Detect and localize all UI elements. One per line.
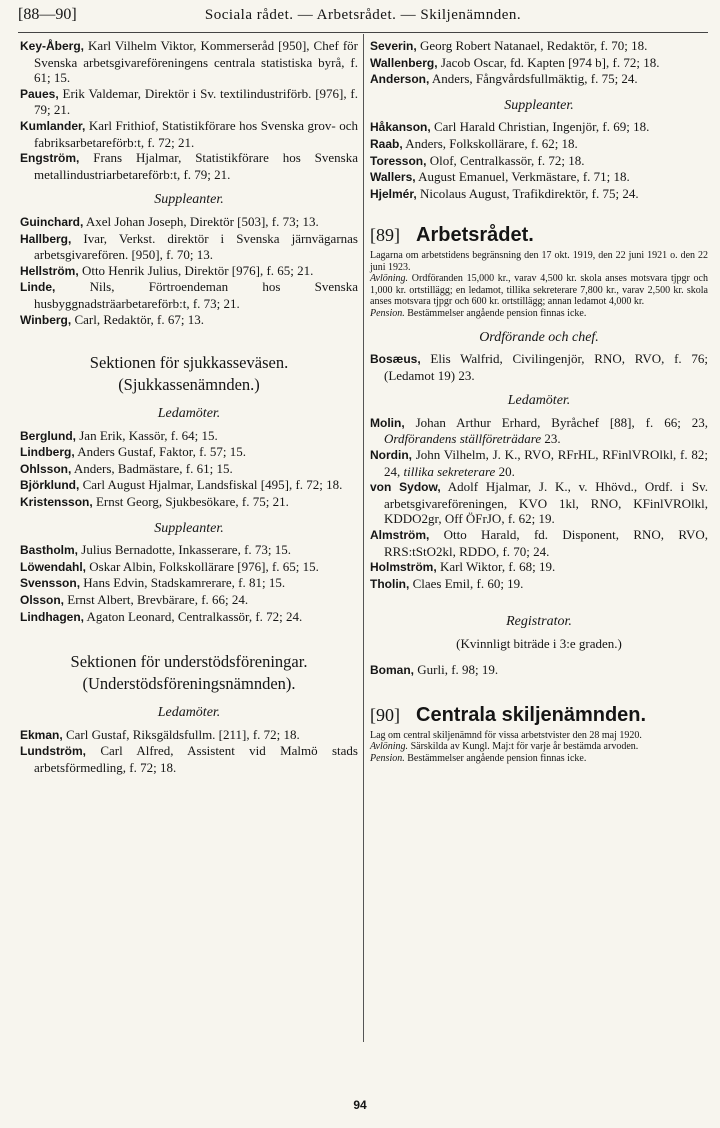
section-number: [90] xyxy=(370,705,400,726)
entry xyxy=(20,592,358,609)
entry-text: Anders, Badmästare, f. 61; 15. xyxy=(71,460,233,476)
entry-name: Svensson, xyxy=(20,576,81,591)
note-law: Lagarna om arbetstidens begränsning den 17 okt. 1919, den 22 juni 1921 o. den 22 juni 1923. xyxy=(370,249,708,273)
entry xyxy=(20,214,358,231)
entry-name: Lindberg, xyxy=(20,445,75,460)
subheading-suppleanter: Suppleanter. xyxy=(154,520,224,536)
entry xyxy=(20,263,358,280)
note-label: Avlöning. xyxy=(370,741,409,753)
entry-name: Engström, xyxy=(20,151,80,166)
note-text: Bestämmelser angående pension finnas icke. xyxy=(404,307,587,319)
note-text: Bestämmelser angående pension finnas icke. xyxy=(404,752,587,764)
entry-text: Karl Wiktor, f. 68; 19. xyxy=(436,559,556,575)
entry-name: Kumlander, xyxy=(20,118,86,133)
entry-text: Karl Frithiof, Statistikförare hos Svenska grov- och fabriksarbetareförb:t, f. 72; 21. xyxy=(34,117,358,150)
entries-group xyxy=(20,727,358,776)
entry xyxy=(20,312,358,329)
entry-role: Ordförandens ställföreträdare xyxy=(384,431,542,447)
entry-name: Bosæus, xyxy=(370,352,421,367)
section-title: Sektionen för sjukkasseväsen. xyxy=(89,353,289,373)
entry-role: tillika sekreterare xyxy=(400,463,496,479)
entry xyxy=(370,136,708,153)
entry-name: Almström, xyxy=(370,528,430,543)
entry xyxy=(20,38,358,86)
entry-text: Ernst Georg, Sjukbesökare, f. 75; 21. xyxy=(92,494,289,510)
note-salary xyxy=(370,273,708,308)
entry-name: Nordin, xyxy=(370,448,412,463)
entry xyxy=(370,71,708,88)
entry-name: Anderson, xyxy=(370,72,430,87)
note-pension xyxy=(370,308,708,320)
entries-group xyxy=(370,415,708,593)
section-title: Arbetsrådet. xyxy=(416,224,534,247)
entry xyxy=(20,494,358,511)
entry xyxy=(20,542,358,559)
entry-name: Boman, xyxy=(370,662,415,677)
header-rule xyxy=(18,32,708,33)
registrator-note: (Kvinnligt biträde i 3:e graden.) xyxy=(456,636,622,651)
entry-name: Linde, xyxy=(20,280,56,295)
entry-name: Severin, xyxy=(370,39,417,53)
entry xyxy=(20,559,358,576)
note-text: Särskilda av Kungl. Maj:t för varje år bestämda arvoden. xyxy=(408,741,639,753)
entry xyxy=(20,86,358,118)
section-notes xyxy=(370,250,708,320)
entry xyxy=(370,119,708,136)
entry-text: Gurli, f. 98; 19. xyxy=(414,661,499,677)
entry-name: Kristensson, xyxy=(20,495,93,510)
entry-text: Anders, Fångvårdsfullmäktig, f. 75; 24. xyxy=(429,71,638,87)
entry-text: Carl Gustaf, Riksgäldsfullm. [211], f. 72; 18. xyxy=(62,726,300,742)
entry-text: Jacob Oscar, fd. Kapten [974 b], f. 72; 18. xyxy=(437,54,660,70)
entry-name: Håkanson, xyxy=(370,120,431,135)
page-range: [88—90] xyxy=(18,6,77,23)
entry-name: Lundström, xyxy=(20,744,86,759)
subheading-registrator: Registrator. xyxy=(506,614,572,630)
entries-group xyxy=(370,119,708,202)
entry xyxy=(20,727,358,744)
subheading-ledamoter: Ledamöter. xyxy=(157,406,221,422)
entry xyxy=(370,153,708,170)
entry-text: Adolf Hjalmar, J. K., v. Hhövd., Ordf. i Sv. arbetsgivareföreningen, KVO 1kl, RNO, KFinlVROlkl, KDDO2gr, Off ÖFrJO, f. 62; 19. xyxy=(384,479,708,527)
left-column xyxy=(20,38,358,776)
entry-text: Julius Bernadotte, Inkasserare, f. 73; 15. xyxy=(78,542,292,558)
entry-name: Guinchard, xyxy=(20,214,84,229)
entry-name: Winberg, xyxy=(20,312,72,327)
entry-name: Hellström, xyxy=(20,263,79,278)
entry-text: Johan Arthur Erhard, Byråchef [88], f. 66; 23, xyxy=(404,414,708,430)
entry-text: Claes Emil, f. 60; 19. xyxy=(409,575,524,591)
entry-text: Carl, Redaktör, f. 67; 13. xyxy=(71,311,204,327)
page-header xyxy=(18,6,708,32)
section-title: Centrala skiljenämnden. xyxy=(416,704,647,727)
entry-text: Agaton Leonard, Centralkassör, f. 72; 24. xyxy=(84,608,303,624)
entry xyxy=(20,118,358,150)
entry xyxy=(370,169,708,186)
entry xyxy=(370,186,708,203)
note-salary xyxy=(370,741,708,753)
entry-text: Erik Valdemar, Direktör i Sv. textilindustriförb. [976], f. 79; 21. xyxy=(34,85,358,118)
entry-name: Raab, xyxy=(370,136,403,151)
subheading-suppleanter: Suppleanter. xyxy=(504,97,574,113)
entry-name: Wallers, xyxy=(370,170,416,185)
entry-text: Karl Vilhelm Viktor, Kommerseråd [950], Chef för Svenska arbetsgivareföreningens centrala statistiska byrå, f. 61; 15. xyxy=(34,38,358,86)
entry-tail: 20. xyxy=(495,463,515,479)
entries-group xyxy=(20,214,358,328)
entry-text: Anders, Folkskollärare, f. 62; 18. xyxy=(402,135,578,151)
subheading-suppleanter: Suppleanter. xyxy=(154,192,224,208)
entry-text: August Emanuel, Verkmästare, f. 71; 18. xyxy=(415,169,630,185)
entry-text: Otto Harald, fd. Disponent, RNO, RVO, RRS:tStO2kl, RDDO, f. 70; 24. xyxy=(384,527,708,559)
entry-text: Axel Johan Joseph, Direktör [503], f. 73; 13. xyxy=(83,213,319,229)
entry-text: Anders Gustaf, Faktor, f. 57; 15. xyxy=(74,444,247,460)
entry-name: Tholin, xyxy=(370,576,410,591)
entry xyxy=(370,415,708,447)
entry-name: Holmström, xyxy=(370,560,437,575)
entry-name: Hallberg, xyxy=(20,231,72,246)
entry xyxy=(370,479,708,527)
entry-name: von Sydow, xyxy=(370,480,441,495)
running-title: Sociala rådet. — Arbetsrådet. — Skiljenämnden. xyxy=(204,7,522,23)
entry-name: Ekman, xyxy=(20,727,63,742)
section-subtitle: (Understödsföreningsnämnden). xyxy=(82,674,296,694)
entry xyxy=(370,527,708,559)
section-heading xyxy=(20,651,358,695)
entry xyxy=(370,576,708,593)
entry xyxy=(370,559,708,576)
entry-name: Toresson, xyxy=(370,153,427,168)
entry-text: Ivar, Verkst. direktör i Svenska järnvägarnas arbetsgivarefören. [950], f. 70; 13. xyxy=(34,230,358,263)
note-law: Lag om central skiljenämnd för vissa arbetstvister den 28 maj 1920. xyxy=(370,729,642,741)
section-arbetsradet-heading xyxy=(370,224,708,247)
entry-text: Nils, Förtroendeman hos Svenska husbyggnadsträarbetareförb:t, f. 73; 21. xyxy=(34,279,358,311)
entry-text: Frans Hjalmar, Statistikförare hos Svenska metallindustriarbetareförb:t, f. 79; 21. xyxy=(34,150,358,182)
entries-group xyxy=(20,542,358,625)
entry-text: Olof, Centralkassör, f. 72; 18. xyxy=(426,152,585,168)
entry xyxy=(20,231,358,263)
entry-name: Bastholm, xyxy=(20,543,79,558)
entry-text: Georg Robert Natanael, Redaktör, f. 70; 18. xyxy=(416,38,648,53)
entry-text: Jan Erik, Kassör, f. 64; 15. xyxy=(76,427,218,443)
section-number: [89] xyxy=(370,225,400,246)
entry-text: Hans Edvin, Stadskamrerare, f. 81; 15. xyxy=(80,575,286,591)
entry-text: Oskar Albin, Folkskollärare [976], f. 65; 15. xyxy=(86,558,319,574)
entry xyxy=(370,351,708,383)
entry xyxy=(20,609,358,626)
subheading-ordforande: Ordförande och chef. xyxy=(479,329,599,345)
entry xyxy=(20,575,358,592)
note-label: Avlöning. xyxy=(370,273,409,285)
entry xyxy=(370,55,708,72)
entry-name: Björklund, xyxy=(20,478,80,493)
note-text: Ordföranden 15,000 kr., varav 4,500 kr. skola anses motsvara tjpgr och 1,000 kr. ortstillägg; en ledamot, tillika sekreterare 7,800 kr., varav 2,500 kr. skola anses motsvara tjpgr och 600 kr. ortstillägg; annan ledamot 4,000 kr. xyxy=(370,273,708,308)
entry xyxy=(20,743,358,775)
entry-name: Paues, xyxy=(20,86,59,101)
entry xyxy=(20,150,358,182)
entry xyxy=(370,662,708,679)
right-column xyxy=(370,38,708,765)
entry-name: Olsson, xyxy=(20,593,65,608)
entry xyxy=(20,477,358,494)
entry-name: Hjelmér, xyxy=(370,186,417,201)
entry xyxy=(370,38,708,55)
section-title: Sektionen för understödsföreningar. xyxy=(70,652,308,672)
note-label: Pension. xyxy=(370,752,405,764)
entry-text: Carl Alfred, Assistent vid Malmö stads arbetsförmedling, f. 72; 18. xyxy=(34,743,358,775)
note-pension xyxy=(370,753,708,765)
entry-text: Carl Harald Christian, Ingenjör, f. 69; 18. xyxy=(430,119,650,135)
section-subtitle: (Sjukkassenämnden.) xyxy=(118,375,260,395)
entry-text: John Vilhelm, J. K., RVO, RFrHL, RFinlVROlkl, f. 82; 24, xyxy=(384,447,708,479)
column-divider xyxy=(363,34,364,1042)
entry xyxy=(20,461,358,478)
section-skiljenamnd-heading xyxy=(370,704,708,727)
entry xyxy=(20,428,358,445)
entries-group xyxy=(20,38,358,182)
section-notes xyxy=(370,730,708,765)
entries-group xyxy=(370,38,708,88)
entry-text: Otto Henrik Julius, Direktör [976], f. 65; 21. xyxy=(78,262,314,278)
section-heading xyxy=(20,352,358,396)
entry-tail: 23. xyxy=(541,431,561,447)
entry-text: Carl August Hjalmar, Landsfiskal [495], f. 72; 18. xyxy=(79,477,343,493)
entry-name: Molin, xyxy=(370,415,405,430)
entry-name: Ohlsson, xyxy=(20,461,72,476)
entry-name: Wallenberg, xyxy=(370,55,438,70)
entry-name: Lindhagen, xyxy=(20,609,84,624)
entry xyxy=(370,447,708,479)
entries-group xyxy=(20,428,358,511)
entry-name: Löwendahl, xyxy=(20,559,86,574)
subheading-ledamoter: Ledamöter. xyxy=(507,393,571,409)
entry-text: Ernst Albert, Brevbärare, f. 66; 24. xyxy=(64,592,249,608)
note-label: Pension. xyxy=(370,307,405,319)
entry-name: Berglund, xyxy=(20,428,76,443)
entry-text: Elis Walfrid, Civilingenjör, RNO, RVO, f. 76; (Ledamot 19) 23. xyxy=(384,351,708,383)
entry-text: Nicolaus August, Trafikdirektör, f. 75; 24. xyxy=(416,185,639,201)
page-number: 94 xyxy=(353,1098,367,1112)
entry xyxy=(20,279,358,311)
entry-name: Key-Åberg, xyxy=(20,39,85,53)
subheading-ledamoter: Ledamöter. xyxy=(157,705,221,721)
entry xyxy=(20,444,358,461)
